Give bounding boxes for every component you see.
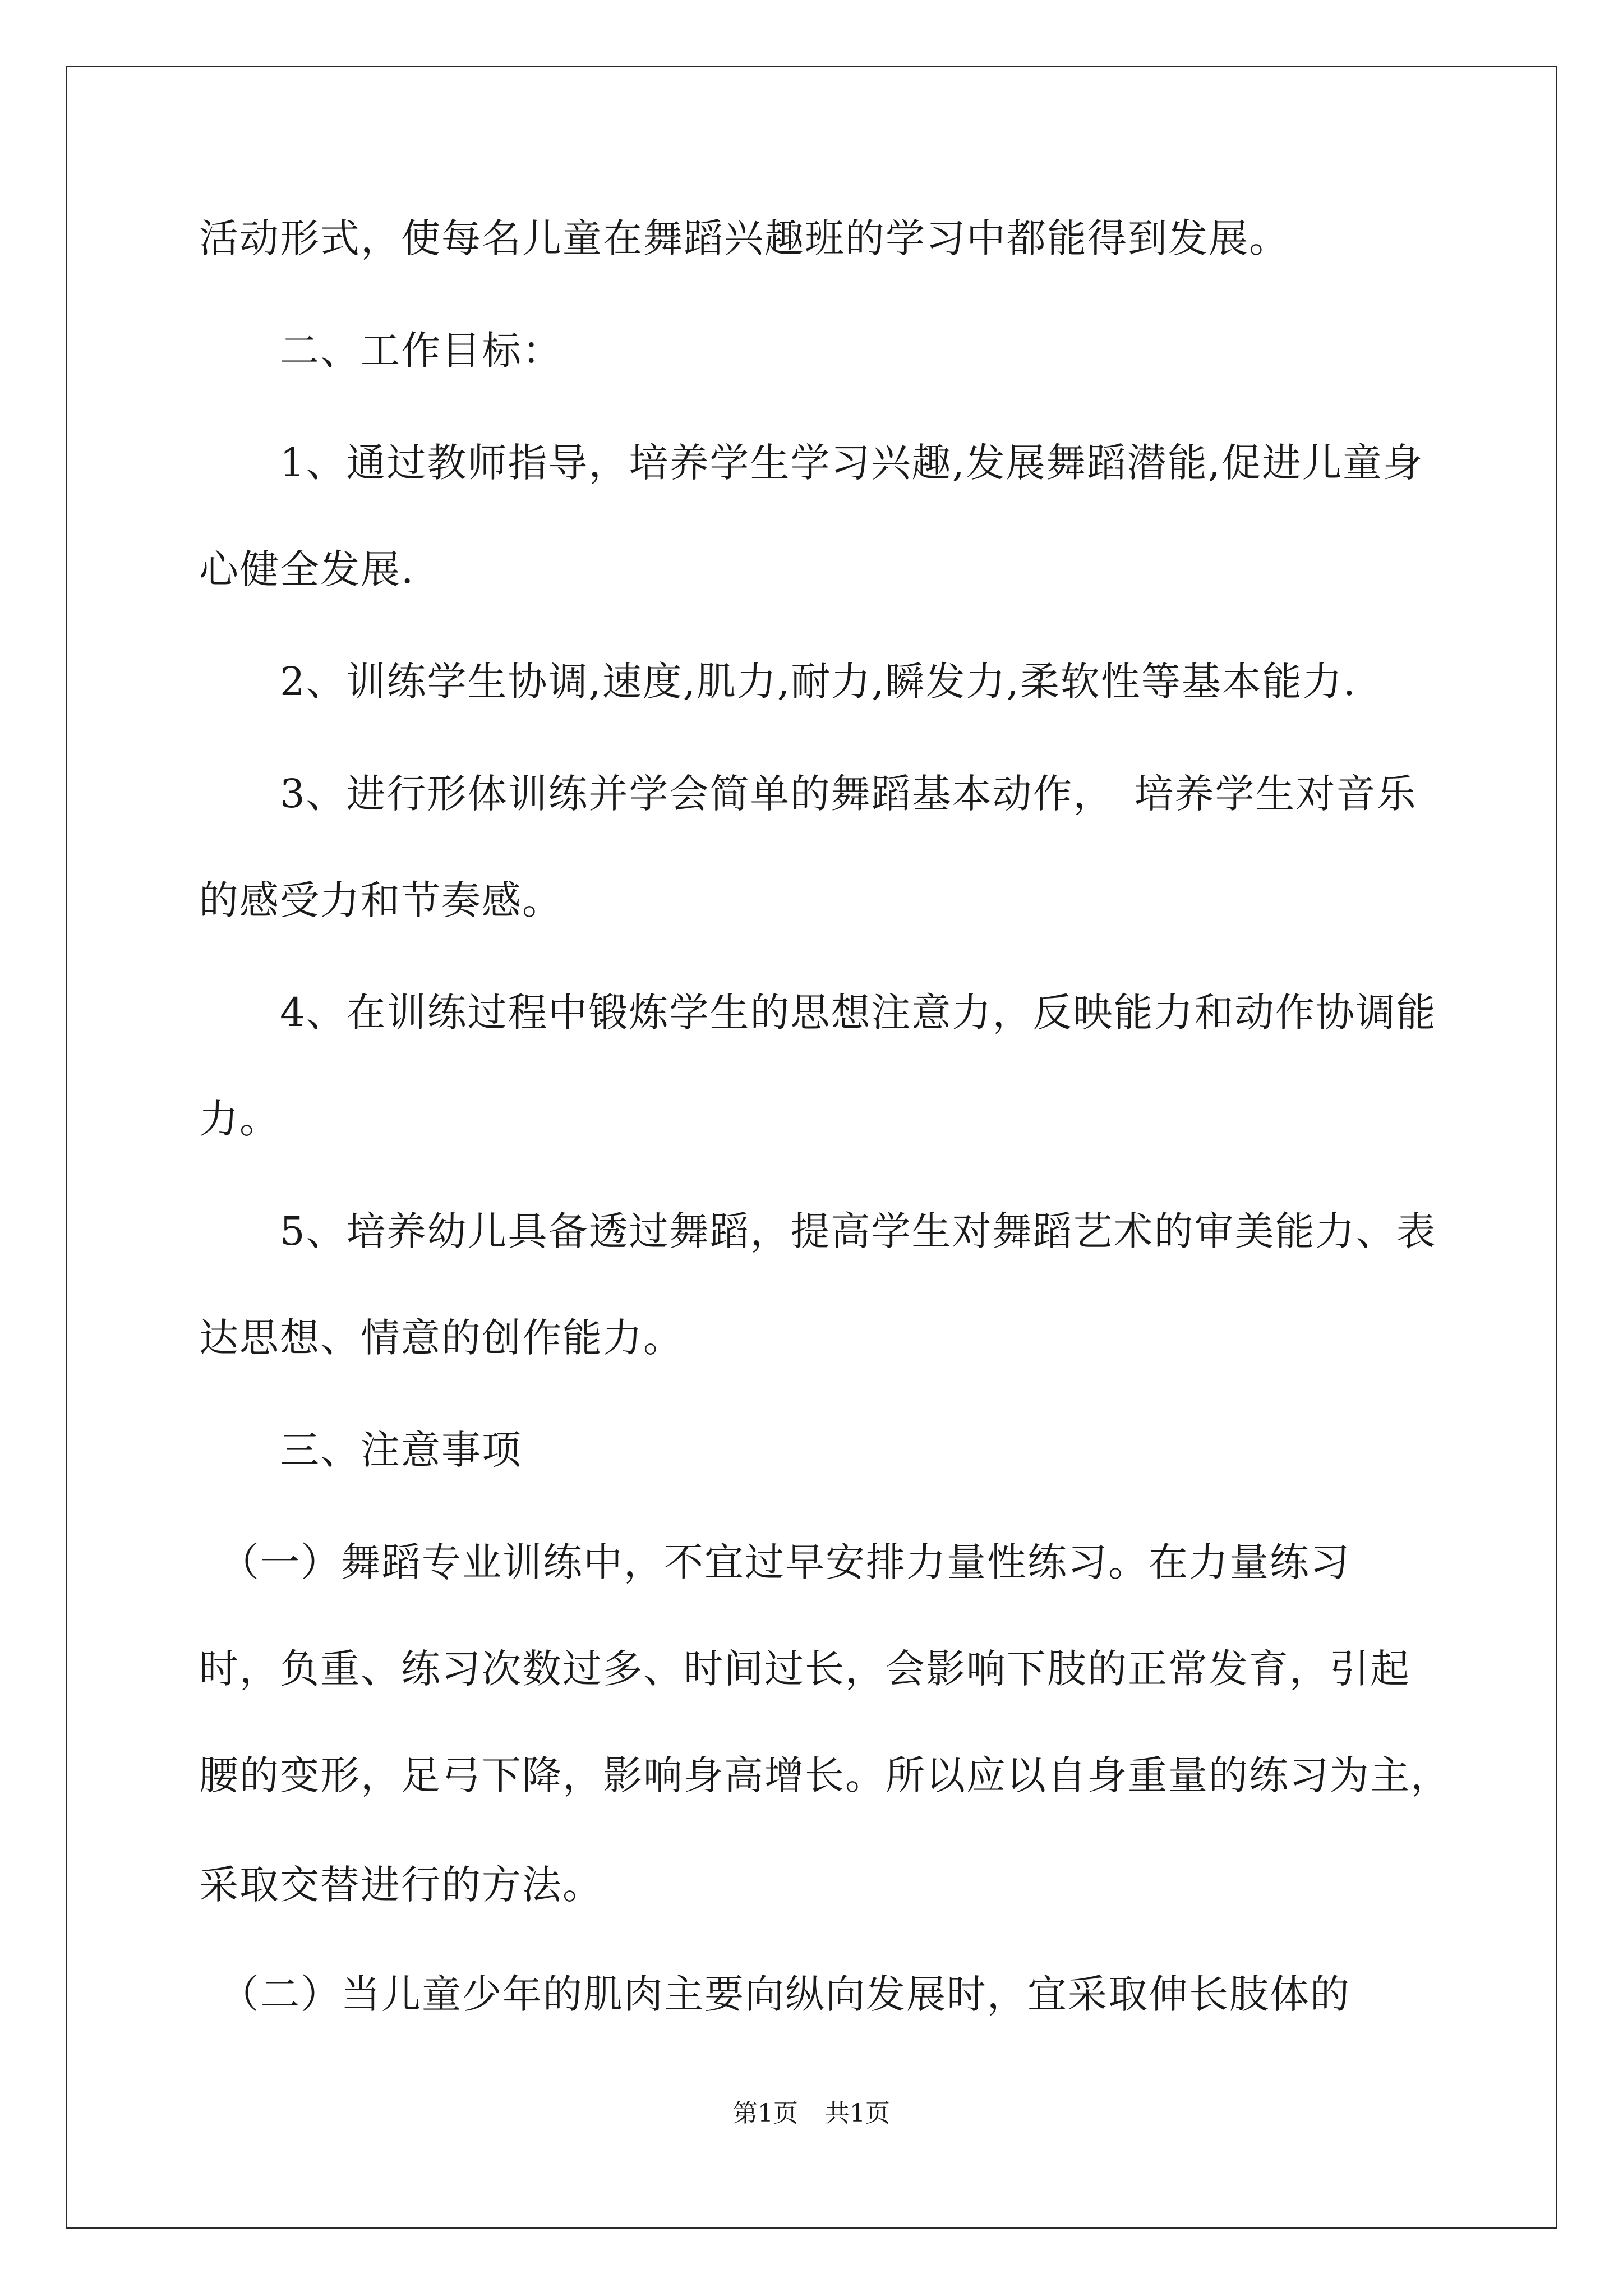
page-footer (0, 2097, 1623, 2131)
text-line: 4、在训练过程中锻炼学生的思想注意力，反映能力和动作协调能 (199, 990, 1437, 1036)
text-line: 的感受力和节奏感。 (199, 877, 562, 923)
text-line: （一）舞蹈专业训练中，不宜过早安排力量性练习。在力量练习 (199, 1539, 1350, 1585)
text-line: （二）当儿童少年的肌肉主要向纵向发展时，宜采取伸长肢体的 (199, 1971, 1350, 2017)
text-line: 2、训练学生协调,速度,肌力,耐力,瞬发力,柔软性等基本能力. (199, 659, 1357, 705)
text-line: 5、培养幼儿具备透过舞蹈，提高学生对舞蹈艺术的审美能力、表 (199, 1208, 1437, 1254)
text-line: 1、通过教师指导，培养学生学习兴趣,发展舞蹈潜能,促进儿童身 (199, 440, 1424, 486)
text-line: 时，负重、练习次数过多、时间过长，会影响下肢的正常发育，引起 (199, 1646, 1410, 1692)
section-heading: 三、注意事项 (199, 1427, 522, 1473)
text-line: 力。 (199, 1096, 280, 1142)
text-line: 采取交替进行的方法。 (199, 1862, 603, 1908)
text-line: 活动形式，使每名儿童在舞蹈兴趣班的学习中都能得到发展。 (199, 215, 1289, 261)
text-line: 达思想、情意的创作能力。 (199, 1315, 684, 1361)
section-heading: 二、工作目标： (199, 328, 562, 374)
text-line: 3、进行形体训练并学会简单的舞蹈基本动作， 培养学生对音乐 (199, 771, 1417, 817)
text-line: 心健全发展. (199, 546, 415, 592)
text-line: 腰的变形，足弓下降，影响身高增长。所以应以自身重量的练习为主， (199, 1752, 1451, 1798)
page-number-current: 第1页 (733, 2099, 798, 2128)
page-number-total: 共1页 (825, 2099, 890, 2128)
